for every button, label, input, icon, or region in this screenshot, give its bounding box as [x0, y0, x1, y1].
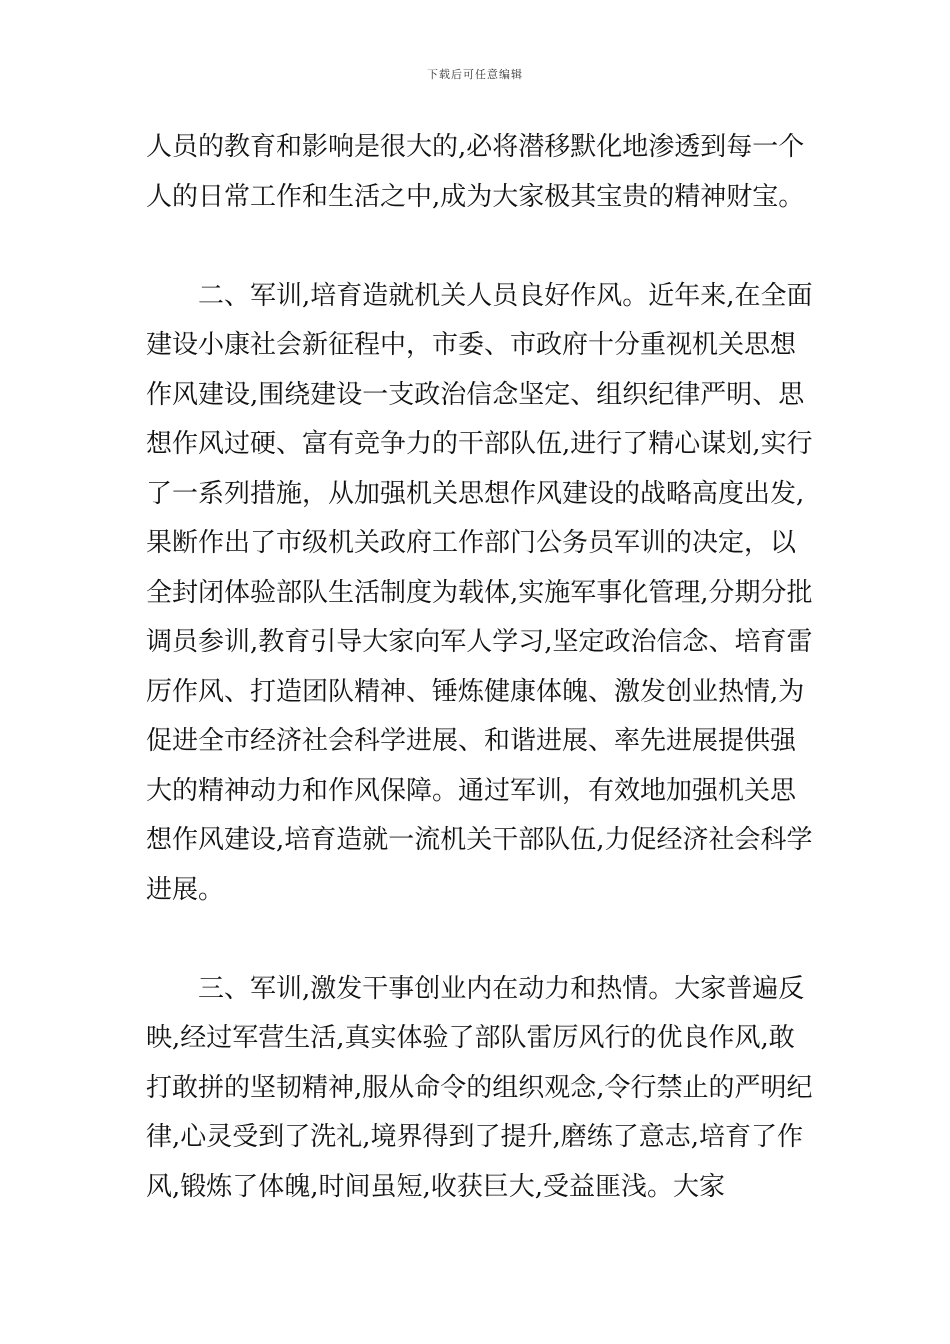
page-header: 下载后可任意编辑: [427, 68, 523, 81]
paragraph-section-three: 三、军训,激发干事创业内在动力和热情。大家普遍反映,经过军营生活,真实体验了部队雷厉风行的优良作风,敢打敢拼的坚韧精神,服从命令的组织观念,令行禁止的严明纪律,心灵受到了洗礼,境界得到了提升,磨练了意志,培育了作风,锻炼了体魄,时间虽短,收获巨大,受益匪浅。大家: [146, 973, 813, 1202]
document-body: [146, 123, 814, 1212]
paragraph-continuation: 人员的教育和影响是很大的,必将潜移默化地渗透到每一个人的日常工作和生活之中,成为大家极其宝贵的精神财宝。: [146, 132, 805, 212]
paragraph-section-two: 二、军训,培育造就机关人员良好作风。近年来,在全面建设小康社会新征程中，市委、市政府十分重视机关思想作风建设,围绕建设一支政治信念坚定、组织纪律严明、思想作风过硬、富有竞争力的干部队伍,进行了精心谋划,实行了一系列措施，从加强机关思想作风建设的战略高度出发,果断作出了市级机关政府工作部门公务员军训的决定，以全封闭体验部队生活制度为载体,实施军事化管理,分期分批调员参训,教育引导大家向军人学习,坚定政治信念、培育雷厉作风、打造团队精神、锤炼健康体魄、激发创业热情,为促进全市经济社会科学进展、和谐进展、率先进展提供强大的精神动力和作风保障。通过军训，有效地加强机关思想作风建设,培育造就一流机关干部队伍,力促经济社会科学进展。: [146, 280, 813, 905]
